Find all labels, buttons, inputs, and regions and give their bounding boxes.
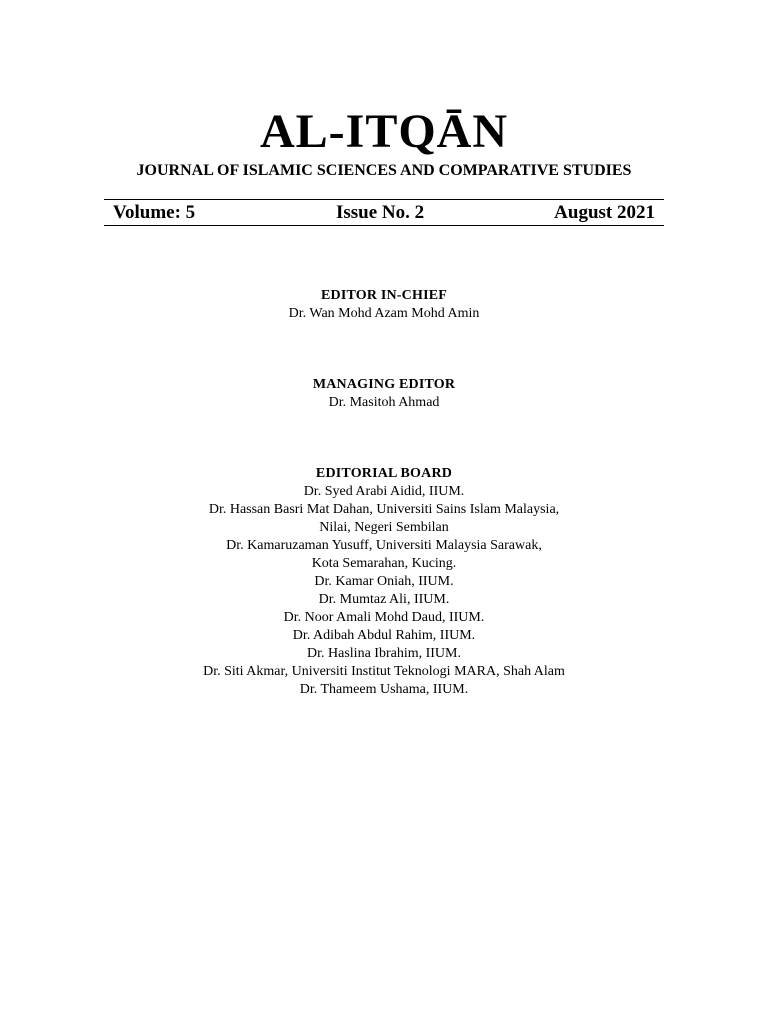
editorial-board-section (0, 465, 768, 699)
editor-in-chief-name: Dr. Wan Mohd Azam Mohd Amin (288, 306, 480, 321)
board-member-line: Dr. Adibah Abdul Rahim, IIUM. (292, 628, 476, 643)
board-member-line: Nilai, Negeri Sembilan (319, 520, 449, 535)
journal-subtitle: JOURNAL OF ISLAMIC SCIENCES AND COMPARATIVE STUDIES (136, 162, 632, 179)
managing-editor-heading: MANAGING EDITOR (312, 377, 456, 392)
issue-date-label: August 2021 (554, 202, 655, 223)
board-member-line: Dr. Syed Arabi Aidid, IIUM. (303, 484, 465, 499)
board-member-line: Dr. Kamar Oniah, IIUM. (314, 574, 454, 589)
volume-label: Volume: 5 (113, 202, 196, 223)
editor-in-chief-section (0, 287, 768, 323)
board-member-line: Dr. Siti Akmar, Universiti Institut Teknologi MARA, Shah Alam (203, 664, 565, 679)
issue-number-label: Issue No. 2 (336, 202, 425, 223)
issue-info-bar (104, 199, 664, 226)
editor-in-chief-heading: EDITOR IN-CHIEF (320, 288, 448, 303)
board-member-line: Dr. Kamaruzaman Yusuff, Universiti Malaysia Sarawak, (226, 538, 542, 553)
board-member-line: Dr. Hassan Basri Mat Dahan, Universiti Sains Islam Malaysia, (208, 502, 560, 517)
board-member-line: Dr. Mumtaz Ali, IIUM. (318, 592, 450, 607)
board-member-line: Dr. Noor Amali Mohd Daud, IIUM. (283, 610, 485, 625)
board-member-line: Dr. Thameem Ushama, IIUM. (299, 682, 469, 697)
journal-title: AL-ITQĀN (259, 105, 509, 158)
managing-editor-section (0, 376, 768, 412)
managing-editor-name: Dr. Masitoh Ahmad (328, 395, 440, 410)
board-member-line: Dr. Haslina Ibrahim, IIUM. (307, 646, 461, 661)
editorial-board-heading: EDITORIAL BOARD (315, 466, 453, 481)
board-member-line: Kota Semarahan, Kucing. (311, 556, 457, 571)
